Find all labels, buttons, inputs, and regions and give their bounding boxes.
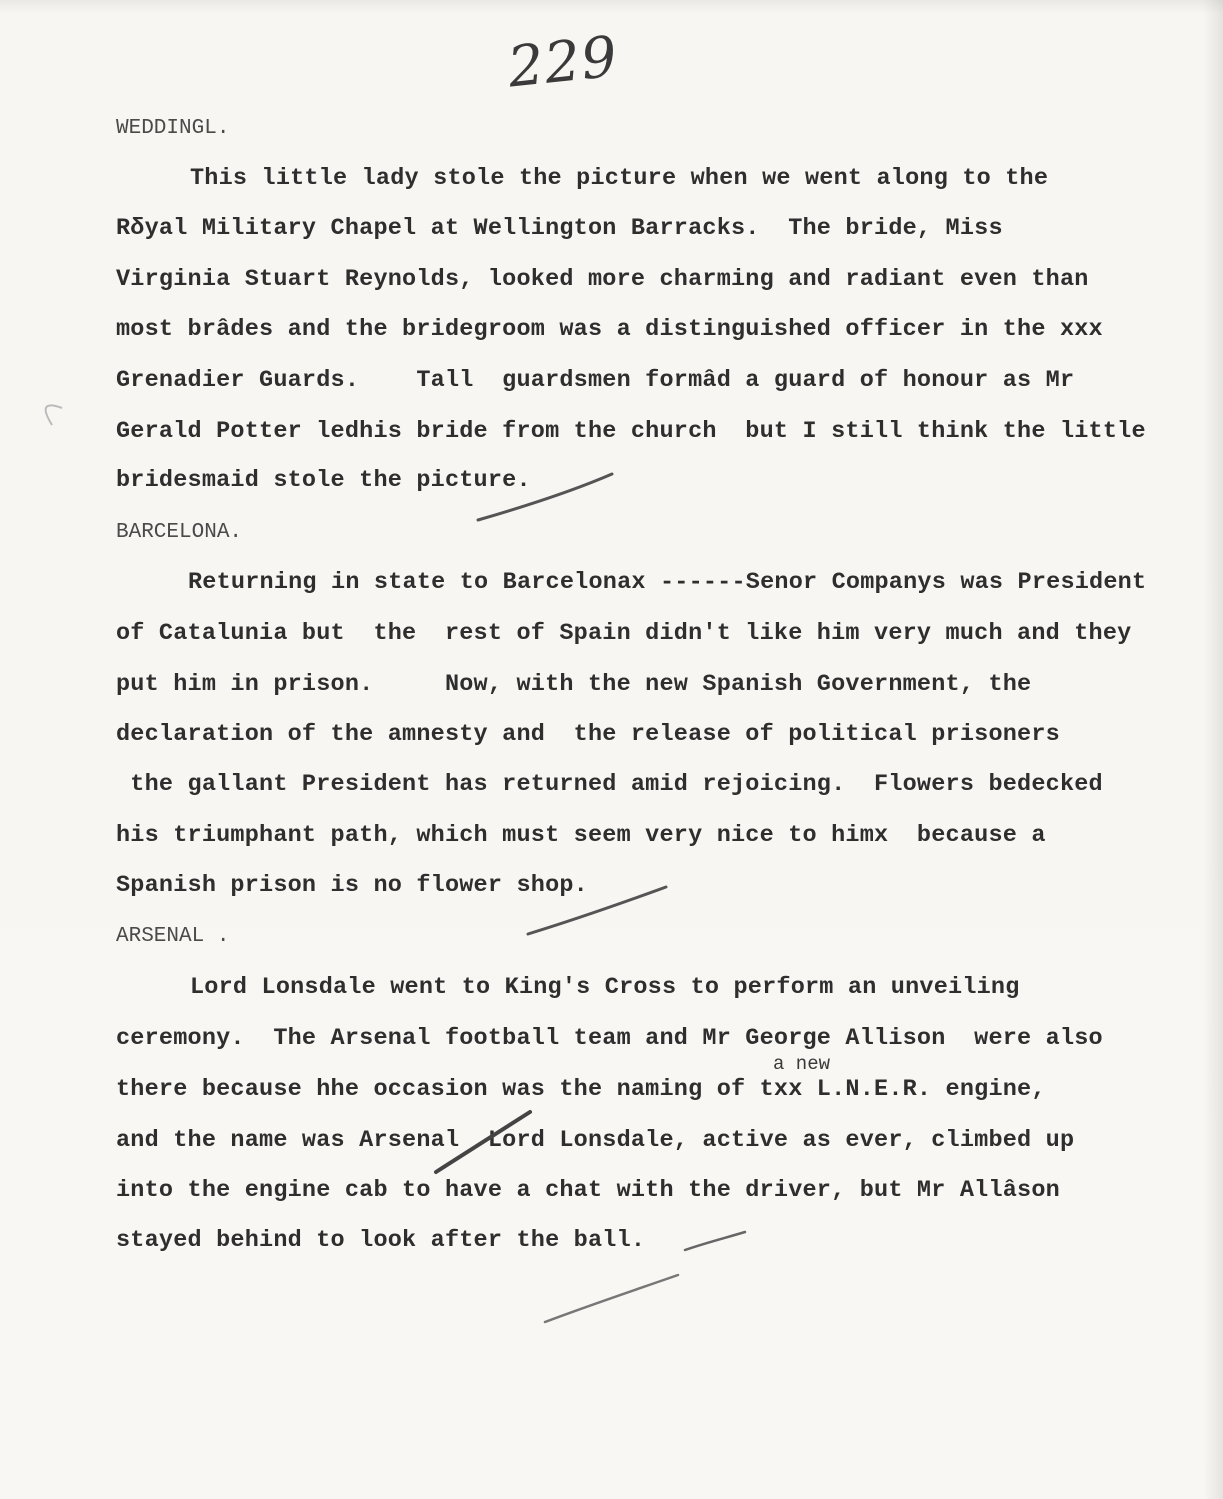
section-heading-arsenal: ARSENAL . — [116, 925, 230, 948]
text-line: bridesmaid stole the picture. — [116, 467, 531, 494]
pencil-end-mark-4 — [545, 1275, 678, 1322]
text-line: his triumphant path, which must seem very nice to himx because a — [116, 822, 1046, 849]
text-line: stayed behind to look after the ball. — [116, 1227, 646, 1254]
text-line: Gerald Potter ledhis bride from the church but I still think the little — [116, 418, 1146, 445]
text-line: put him in prison. Now, with the new Spanish Government, the — [116, 671, 1032, 698]
text-line: Lord Lonsdale went to King's Cross to perform an unveiling — [190, 974, 1020, 1001]
section-heading-wedding: WEDDINGL. — [116, 117, 230, 140]
text-line: the gallant President has returned amid rejoicing. Flowers bedecked — [116, 771, 1103, 798]
text-line: there because hhe occasion was the naming of txx L.N.E.R. engine, — [116, 1076, 1046, 1103]
text-line: most brâdes and the bridegroom was a distinguished officer in the xxx — [116, 316, 1103, 343]
text-line: Rδyal Military Chapel at Wellington Barracks. The bride, Miss — [116, 215, 1003, 242]
pencil-end-mark-3 — [685, 1232, 745, 1250]
text-line: into the engine cab to have a chat with the driver, but Mr Allâson — [116, 1177, 1060, 1204]
page-edge-shadow — [1203, 0, 1223, 1499]
text-line: declaration of the amnesty and the release of political prisoners — [116, 721, 1060, 748]
section-heading-barcelona: BARCELONA. — [116, 521, 243, 544]
text-line: of Catalunia but the rest of Spain didn't like him very much and they — [116, 620, 1132, 647]
text-line: Returning in state to Barcelonax ------Senor Companys was President — [188, 569, 1147, 596]
text-line: Spanish prison is no flower shop. — [116, 872, 588, 899]
text-line: This little lady stole the picture when we went along to the — [190, 165, 1049, 192]
text-line: ceremony. The Arsenal football team and Mr George Allison were also — [116, 1025, 1103, 1052]
handwritten-page-number: 229 — [504, 24, 621, 101]
typed-insertion: a new — [773, 1053, 831, 1075]
text-line: and the name was Arsenal Lord Lonsdale, active as ever, climbed up — [116, 1127, 1075, 1154]
margin-smudge — [46, 405, 62, 425]
text-line: Virginia Stuart Reynolds, looked more charming and radiant even than — [116, 266, 1089, 293]
text-line: Grenadier Guards. Tall guardsmen formâd a guard of honour as Mr — [116, 367, 1075, 394]
